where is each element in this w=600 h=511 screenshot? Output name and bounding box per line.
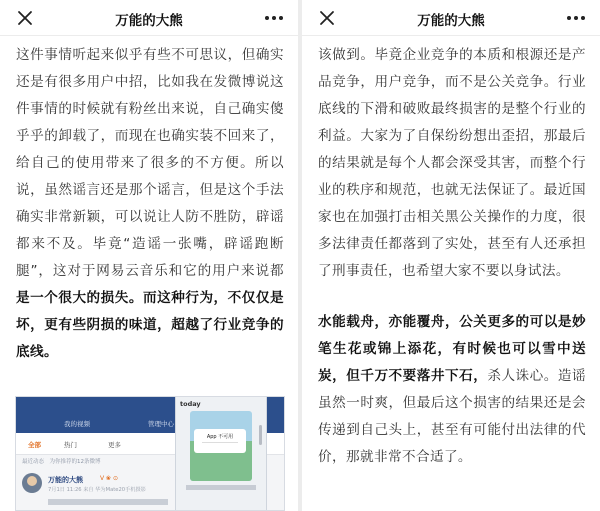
phone-popup (175, 397, 267, 511)
popup-scrollbar (259, 425, 262, 445)
paragraph-text: 这件事情听起来似乎有些不可思议，但确实还是有很多用户中招，比如我在发微博说这件事情的时候就有粉丝出来说，自己确实傻乎乎的卸载了，而现在也确实装不回来了，给自己的使用带来了很多的不方便。所以说，虽然谣言还是那个谣言，但是这个手法确实非常新颖，可以说让人防不胜防，辟谣都来不及。毕竟“造谣一张嘴，辟谣跑断腿”，这对于网易云音乐和它的用户来说都 (16, 47, 284, 279)
popup-caption-placeholder (186, 485, 256, 490)
embedded-weibo-screenshot (15, 396, 285, 511)
post-badges: V ❀ ⊙ (100, 475, 118, 482)
left-article-view (0, 0, 298, 511)
more-dots-icon[interactable] (262, 8, 286, 28)
weibo-post (22, 473, 182, 509)
paragraph-emphasis: 是一个很大的损失。而这种行为，不仅仅是坏，更有些阴损的味道，超越了行业竞争的底线。 (16, 290, 284, 360)
modal-divider (202, 442, 238, 443)
post-meta: 7月1日 11:26 来自 华为Mate20手机摄影 (48, 487, 146, 493)
article-paragraph (318, 309, 586, 471)
paragraph-gap (318, 285, 586, 297)
top-bar (302, 0, 600, 36)
paragraph-text: 杀人诛心。造谣虽然一时爽，但最后这个损害的结果还是会传递到自己头上，甚至有可能付出法律的代价，那就非常不合适了。 (318, 368, 586, 465)
unavailable-modal (194, 429, 246, 453)
post-text-placeholder (48, 499, 168, 505)
paragraph-gap (318, 297, 586, 309)
article-paragraph: 该做到。毕竟企业竞争的本质和根源还是产品竞争，用户竞争，而不是公关竞争。行业底线的下滑和破败最终损害的是整个行业的利益。大家为了自保纷纷想出歪招，那最后的结果就是每个人都会深受其害，而整个行业的秩序和规范，也就无法保证了。最近国家也在加强打击相关黑公关操作的力度，很多法律责任都落到了实处，甚至有人还承担了刑事责任，也希望大家不要以身试法。 (318, 47, 586, 279)
nav-management: 管理中心 (148, 420, 174, 428)
article-body (302, 36, 600, 471)
top-bar (0, 0, 298, 36)
modal-text: App 不可用 (206, 434, 234, 440)
post-author: 万能的大熊 (48, 476, 83, 484)
popup-title: today (180, 400, 201, 408)
tab-more: 更多 (108, 441, 121, 449)
avatar (22, 473, 42, 493)
article-paragraph (16, 42, 284, 366)
tab-hot: 热门 (64, 441, 77, 449)
account-title: 万能的大熊 (115, 13, 183, 29)
article-body (0, 36, 298, 366)
account-title: 万能的大熊 (417, 13, 485, 29)
feed-hint: 最近动态 为你推荐的12条微博 (22, 459, 101, 465)
nav-my-videos: 我的视频 (64, 420, 90, 428)
more-dots-icon[interactable] (564, 8, 588, 28)
paragraph-emphasis: 水能载舟，亦能覆舟，公关更多的可以是妙笔生花或锦上添花，有时候也可以雪中送炭，但千万不要落井下石， (318, 314, 586, 384)
tab-all: 全部 (28, 441, 41, 449)
right-article-view (302, 0, 600, 511)
